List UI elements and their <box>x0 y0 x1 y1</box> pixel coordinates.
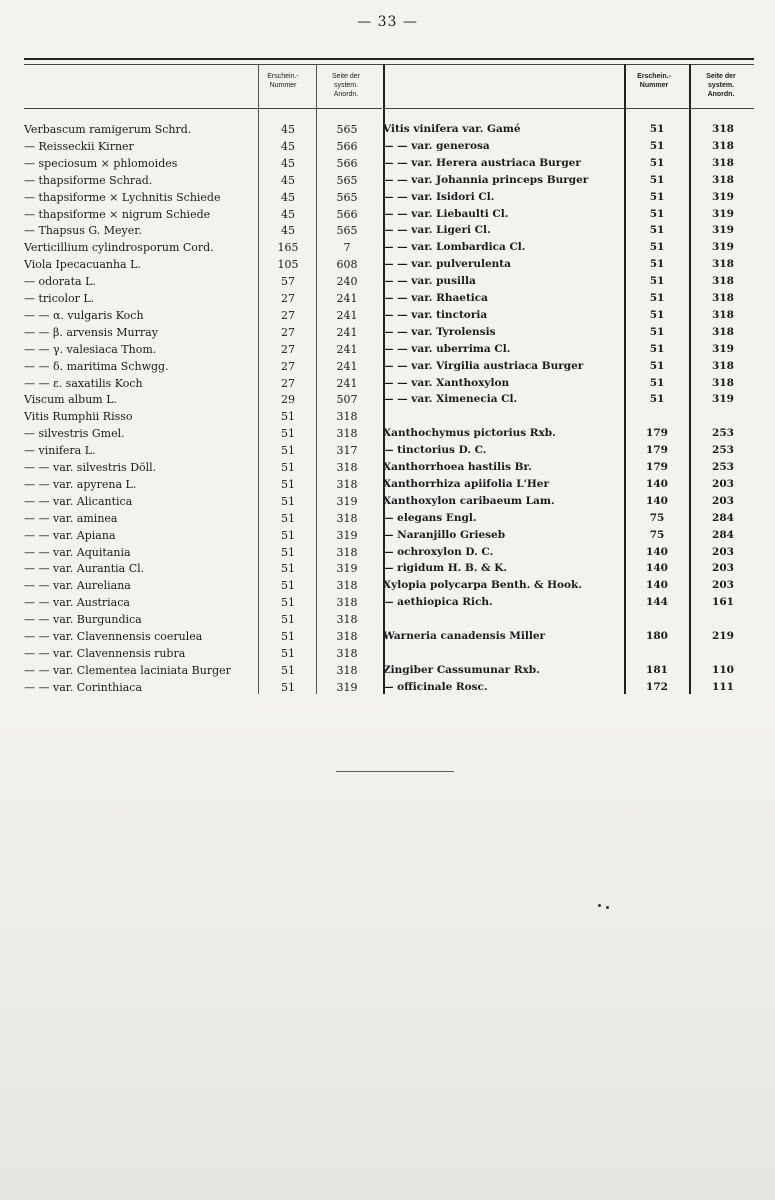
entry-erschein-nummer: 51 <box>649 308 665 321</box>
entry-name: — — var. Johannia princeps Burger <box>383 173 589 186</box>
entry-erschein-nummer: 51 <box>649 190 665 203</box>
entry-seite: 241 <box>336 325 358 339</box>
index-entry <box>24 544 382 561</box>
entry-name: — — var. Aureliana <box>24 579 131 593</box>
entry-erschein-nummer: 180 <box>646 630 668 642</box>
left-header-row <box>24 64 382 109</box>
entry-erschein-nummer: 51 <box>281 528 295 542</box>
entry-erschein-nummer: 51 <box>649 275 665 288</box>
index-entry <box>383 679 754 696</box>
entry-erschein-nummer: 51 <box>281 444 295 458</box>
entry-seite: 318 <box>336 579 358 593</box>
index-entry <box>383 206 754 223</box>
entry-name: — — var. Aquitania <box>24 545 131 559</box>
entry-seite: 161 <box>712 596 734 609</box>
index-entry <box>383 645 754 662</box>
entry-erschein-nummer: 51 <box>281 562 295 576</box>
index-entry <box>383 273 754 290</box>
entry-name: — vinifera L. <box>24 444 96 458</box>
entry-name: — — var. tinctoria <box>383 308 488 321</box>
index-entry <box>383 239 754 256</box>
entry-seite: 203 <box>712 579 734 592</box>
entry-seite: 319 <box>336 680 358 694</box>
entry-name: Xanthorrhiza apiifolia L'Her <box>383 477 549 490</box>
index-entry <box>383 544 754 561</box>
entry-seite: 507 <box>336 393 358 407</box>
entry-name: Vitis vinifera var. Gamé <box>383 123 521 135</box>
entry-seite: 203 <box>712 494 734 507</box>
entry-name: — thapsiforme × nigrum Schiede <box>24 207 211 221</box>
index-entry <box>24 222 382 239</box>
index-entry <box>24 527 382 544</box>
index-entry <box>383 442 754 459</box>
index-entry <box>24 611 382 628</box>
entry-seite: 565 <box>336 224 358 238</box>
index-entry <box>24 206 382 223</box>
index-entry <box>24 358 382 375</box>
entry-name: — — var. Lombardica Cl. <box>383 241 526 254</box>
entry-erschein-nummer: 51 <box>649 156 665 169</box>
entry-erschein-nummer: 51 <box>649 173 665 186</box>
entry-seite: 318 <box>712 173 734 186</box>
entry-name: Verbascum ramigerum Schrd. <box>24 123 192 136</box>
entry-seite: 318 <box>336 663 358 677</box>
index-entry <box>383 577 754 594</box>
entry-seite: 318 <box>336 410 358 424</box>
entry-name: — — var. pulverulenta <box>383 258 511 271</box>
entry-seite: 241 <box>336 308 358 322</box>
entry-erschein-nummer: 27 <box>281 292 295 305</box>
entry-erschein-nummer: 179 <box>646 461 668 473</box>
entry-erschein-nummer: 51 <box>649 139 665 152</box>
entry-seite: 319 <box>712 241 734 254</box>
entry-erschein-nummer: 51 <box>281 494 295 508</box>
entry-seite: 203 <box>712 477 734 490</box>
index-entry <box>383 324 754 341</box>
index-entry <box>383 172 754 189</box>
index-entry <box>24 391 382 408</box>
entry-seite: 318 <box>712 308 734 321</box>
entry-name: — — var. Xanthoxylon <box>383 376 510 389</box>
entry-seite: 319 <box>712 207 734 220</box>
entry-name: Verticillium cylindrosporum Cord. <box>24 241 214 255</box>
entry-name: — thapsiforme Schrad. <box>24 173 153 187</box>
index-entry <box>24 273 382 290</box>
entry-seite: 318 <box>336 461 358 474</box>
entry-name: — — var. Ligeri Cl. <box>383 224 491 237</box>
entry-erschein-nummer: 51 <box>649 123 665 135</box>
entry-erschein-nummer: 51 <box>281 596 295 610</box>
entry-seite: 565 <box>336 190 358 204</box>
index-entry <box>383 560 754 577</box>
entry-seite: 319 <box>336 494 358 508</box>
index-entry <box>383 155 754 172</box>
entry-erschein-nummer: 45 <box>281 139 295 153</box>
index-entry <box>383 510 754 527</box>
index-entry <box>24 155 382 172</box>
index-entry <box>383 391 754 408</box>
entry-erschein-nummer: 45 <box>281 173 295 187</box>
right-header-row <box>383 64 754 109</box>
entry-name: Warneria canadensis Miller <box>383 630 546 642</box>
entry-erschein-nummer: 51 <box>649 393 665 406</box>
entry-name: — ochroxylon D. C. <box>383 545 494 558</box>
entry-name: Zingiber Cassumunar Rxb. <box>383 663 540 676</box>
entry-seite: 318 <box>336 427 358 441</box>
index-entry <box>383 341 754 358</box>
entry-erschein-nummer: 45 <box>281 224 295 238</box>
entry-erschein-nummer: 51 <box>281 613 295 627</box>
index-entry <box>24 628 382 645</box>
entry-seite: 241 <box>336 342 358 356</box>
entry-seite: 318 <box>712 139 734 152</box>
top-rule <box>24 58 754 60</box>
entry-erschein-nummer: 181 <box>646 663 668 676</box>
entry-seite: 319 <box>712 224 734 237</box>
entry-seite: 318 <box>712 275 734 288</box>
entry-name: Viscum album L. <box>24 393 118 407</box>
index-entry <box>24 324 382 341</box>
entry-seite: 318 <box>712 376 734 389</box>
entry-name: — — var. Isidori Cl. <box>383 190 495 203</box>
entry-erschein-nummer: 29 <box>281 393 295 407</box>
entry-erschein-nummer: 51 <box>281 410 295 424</box>
entry-erschein-nummer: 75 <box>649 511 665 524</box>
entry-seite: 318 <box>712 123 734 135</box>
index-entry <box>24 645 382 662</box>
entry-erschein-nummer: 45 <box>281 190 295 204</box>
ink-speck <box>598 904 601 907</box>
entry-name: — — var. Tyrolensis <box>383 325 496 338</box>
index-entry <box>383 222 754 239</box>
entry-erschein-nummer: 179 <box>646 444 668 457</box>
index-entry <box>24 493 382 510</box>
paper-shadow <box>0 700 775 1200</box>
entry-name: — — var. Clavennensis coerulea <box>24 630 203 643</box>
index-entry <box>24 375 382 392</box>
entry-erschein-nummer: 57 <box>281 275 295 289</box>
entry-erschein-nummer: 27 <box>281 376 295 390</box>
entry-erschein-nummer: 51 <box>281 680 295 694</box>
entry-name: — silvestris Gmel. <box>24 427 125 441</box>
entry-seite: 240 <box>336 275 358 289</box>
entry-name: — — var. Corinthiaca <box>24 680 143 694</box>
entry-erschein-nummer: 51 <box>649 207 665 220</box>
entry-erschein-nummer: 27 <box>281 342 295 356</box>
entry-name: — — δ. maritima Schwgg. <box>24 359 169 373</box>
entry-name: — — var. Burgundica <box>24 613 142 627</box>
entry-name: — — var. Aurantia Cl. <box>24 562 145 576</box>
entry-name: — — var. Alicantica <box>24 494 133 508</box>
entry-seite: 318 <box>712 359 734 372</box>
index-entry <box>383 459 754 476</box>
entry-erschein-nummer: 51 <box>281 579 295 593</box>
index-entry <box>383 476 754 493</box>
entry-name: — — var. apyrena L. <box>24 477 137 491</box>
entry-seite: 284 <box>712 528 734 541</box>
entry-seite: 241 <box>336 292 358 305</box>
index-entry <box>383 256 754 273</box>
entry-seite: 318 <box>712 258 734 271</box>
entry-seite: 318 <box>336 511 358 525</box>
entry-name: — — var. Clementea laciniata Burger <box>24 663 231 677</box>
index-entry <box>383 307 754 324</box>
entry-name: — tricolor L. <box>24 292 95 305</box>
entry-seite: 318 <box>712 325 734 338</box>
entry-erschein-nummer: 27 <box>281 308 295 322</box>
index-entry <box>383 121 754 138</box>
entry-erschein-nummer: 51 <box>649 376 665 389</box>
entry-seite: 319 <box>712 190 734 203</box>
entry-name: — — var. Rhaetica <box>383 292 488 304</box>
entry-seite: 110 <box>712 663 734 676</box>
index-entry <box>383 189 754 206</box>
entry-seite: 566 <box>336 139 358 153</box>
entry-seite: 111 <box>712 680 734 693</box>
entry-seite: 317 <box>336 444 358 458</box>
index-entry <box>24 594 382 611</box>
entry-name: — — var. Clavennensis rubra <box>24 646 186 660</box>
index-entry <box>24 459 382 476</box>
entry-name: — — var. pusilla <box>383 275 476 288</box>
entry-seite: 7 <box>343 241 351 255</box>
entry-erschein-nummer: 51 <box>281 663 295 677</box>
entry-erschein-nummer: 75 <box>649 528 665 541</box>
ink-speck <box>606 906 609 909</box>
entry-erschein-nummer: 27 <box>281 359 295 373</box>
index-entry <box>24 510 382 527</box>
index-entry <box>24 577 382 594</box>
entry-seite: 241 <box>336 359 358 373</box>
entry-seite: 318 <box>712 292 734 304</box>
index-entry <box>24 307 382 324</box>
index-entry <box>383 290 754 307</box>
entry-name: — — γ. valesiaca Thom. <box>24 342 157 356</box>
index-entry <box>383 358 754 375</box>
entry-erschein-nummer: 165 <box>277 241 299 255</box>
index-entry <box>383 527 754 544</box>
entry-name: Xanthorrhoea hastilis Br. <box>383 461 532 473</box>
entry-name: Vitis Rumphii Risso <box>24 410 133 424</box>
right-header-erschein: Erschein.- Nummer <box>637 73 671 89</box>
index-entry <box>24 679 382 696</box>
entry-erschein-nummer: 105 <box>277 258 299 272</box>
entry-name: — speciosum × phlomoides <box>24 156 178 170</box>
page-number: — 33 — <box>357 14 418 30</box>
left-header-seite: Seite der system. Anordn. <box>331 73 361 98</box>
entry-seite: 241 <box>336 376 358 390</box>
entry-seite: 284 <box>712 511 734 524</box>
entry-seite: 608 <box>336 258 358 272</box>
entry-name: Xanthoxylon caribaeum Lam. <box>383 494 555 507</box>
entry-erschein-nummer: 51 <box>649 359 665 372</box>
entry-seite: 318 <box>336 596 358 610</box>
entry-erschein-nummer: 45 <box>281 207 295 221</box>
entry-erschein-nummer: 45 <box>281 156 295 170</box>
entry-erschein-nummer: 172 <box>646 680 668 693</box>
index-entry <box>24 476 382 493</box>
entry-seite: 318 <box>336 613 358 627</box>
entry-name: Xylopia polycarpa Benth. & Hook. <box>383 579 582 592</box>
entry-erschein-nummer: 27 <box>281 325 295 339</box>
entry-erschein-nummer: 140 <box>646 494 668 507</box>
index-entry <box>24 172 382 189</box>
entry-erschein-nummer: 51 <box>281 630 295 643</box>
entry-name: — — var. silvestris Döll. <box>24 461 157 474</box>
entry-seite: 319 <box>336 562 358 576</box>
entry-name: — tinctorius D. C. <box>383 444 487 457</box>
index-entry <box>383 408 754 425</box>
entry-seite: 219 <box>712 630 734 642</box>
entry-erschein-nummer: 51 <box>649 292 665 304</box>
index-entry <box>383 138 754 155</box>
entry-erschein-nummer: 144 <box>646 596 668 609</box>
entry-name: — — α. vulgaris Koch <box>24 308 144 322</box>
entry-name: — — var. Ximenecia Cl. <box>383 393 518 406</box>
entry-name: — officinale Rosc. <box>383 680 488 693</box>
entry-seite: 318 <box>336 646 358 660</box>
index-entry <box>24 662 382 679</box>
entry-name: — Reisseckii Kirner <box>24 139 134 153</box>
entry-seite: 203 <box>712 562 734 575</box>
entry-name: — Naranjillo Grieseb <box>383 528 506 541</box>
index-entry <box>24 341 382 358</box>
entry-name: Viola Ipecacuanha L. <box>24 258 141 272</box>
entry-seite: 318 <box>712 156 734 169</box>
entry-seite: 319 <box>712 342 734 355</box>
entry-erschein-nummer: 140 <box>646 562 668 575</box>
entry-seite: 203 <box>712 545 734 558</box>
index-entry <box>24 408 382 425</box>
right-header-seite: Seite der system. Anordn. <box>706 73 736 98</box>
entry-name: — — var. generosa <box>383 139 490 152</box>
index-entry <box>383 375 754 392</box>
entry-erschein-nummer: 51 <box>649 342 665 355</box>
index-entry <box>24 560 382 577</box>
index-entry <box>383 611 754 628</box>
entry-erschein-nummer: 51 <box>649 258 665 271</box>
entry-seite: 253 <box>712 444 734 457</box>
entry-seite: 566 <box>336 207 358 221</box>
entry-name: — — var. Virgilia austriaca Burger <box>383 359 584 372</box>
entry-name: Xanthochymus pictorius Rxb. <box>383 427 556 440</box>
entry-seite: 319 <box>336 528 358 542</box>
entry-erschein-nummer: 51 <box>649 224 665 237</box>
entry-name: — — var. Herera austriaca Burger <box>383 156 581 169</box>
entry-erschein-nummer: 140 <box>646 477 668 490</box>
entry-erschein-nummer: 51 <box>281 646 295 660</box>
entry-erschein-nummer: 45 <box>281 123 295 136</box>
entry-name: — Thapsus G. Meyer. <box>24 224 142 238</box>
entry-seite: 319 <box>712 393 734 406</box>
index-entry <box>383 628 754 645</box>
entry-seite: 318 <box>336 477 358 491</box>
entry-seite: 565 <box>336 123 358 136</box>
entry-erschein-nummer: 51 <box>281 545 295 559</box>
entry-erschein-nummer: 140 <box>646 545 668 558</box>
index-entry <box>24 138 382 155</box>
index-entry <box>383 425 754 442</box>
entry-name: — rigidum H. B. & K. <box>383 562 508 575</box>
entry-seite: 566 <box>336 156 358 170</box>
index-entry <box>24 121 382 138</box>
entry-name: — thapsiforme × Lychnitis Schiede <box>24 190 221 204</box>
entry-name: — — ε. saxatilis Koch <box>24 376 143 390</box>
entry-erschein-nummer: 51 <box>649 325 665 338</box>
index-entry <box>383 594 754 611</box>
left-header-erschein: Erschein.- Nummer <box>267 73 299 89</box>
entry-erschein-nummer: 51 <box>281 427 295 441</box>
entry-name: — odorata L. <box>24 275 96 289</box>
index-entry <box>24 442 382 459</box>
entry-erschein-nummer: 51 <box>281 477 295 491</box>
entry-seite: 318 <box>336 545 358 559</box>
index-entry <box>383 662 754 679</box>
entry-name: — aethiopica Rich. <box>383 596 493 609</box>
index-entry <box>24 425 382 442</box>
index-entry <box>24 189 382 206</box>
entry-seite: 318 <box>336 630 358 643</box>
entry-name: — — var. uberrima Cl. <box>383 342 511 355</box>
entry-name: — — var. Liebaulti Cl. <box>383 207 509 220</box>
entry-erschein-nummer: 140 <box>646 579 668 592</box>
entry-name: — elegans Engl. <box>383 511 477 524</box>
entry-seite: 565 <box>336 173 358 187</box>
entry-seite: 253 <box>712 427 734 440</box>
entry-name: — — var. aminea <box>24 511 118 525</box>
index-entry <box>24 290 382 307</box>
entry-name: — — β. arvensis Murray <box>24 325 158 339</box>
entry-seite: 253 <box>712 461 734 473</box>
entry-erschein-nummer: 51 <box>281 461 295 474</box>
entry-erschein-nummer: 179 <box>646 427 668 440</box>
entry-erschein-nummer: 51 <box>281 511 295 525</box>
entry-name: — — var. Apiana <box>24 528 116 542</box>
index-entry <box>24 256 382 273</box>
entry-erschein-nummer: 51 <box>649 241 665 254</box>
index-entry <box>24 239 382 256</box>
entry-name: — — var. Austriaca <box>24 596 130 610</box>
index-entry <box>383 493 754 510</box>
